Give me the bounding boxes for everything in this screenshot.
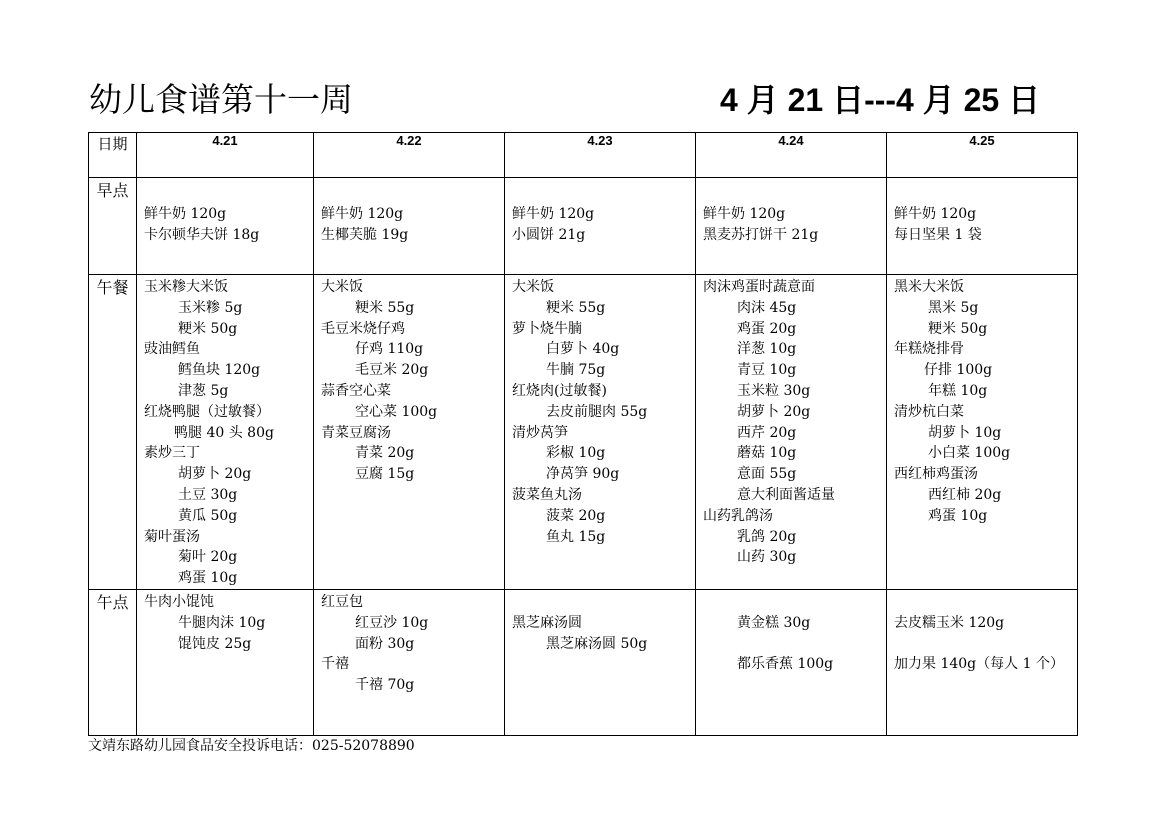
dish-line (703, 592, 886, 613)
dish-line: 鲜牛奶 120g (144, 206, 227, 222)
ingredient-line: 年糕 10g (928, 382, 988, 399)
ingredient-line: 鸡蛋 20g (737, 320, 797, 337)
dish-line: 黑麦苏打饼干 21g (703, 226, 819, 243)
date-header-row (89, 133, 1078, 178)
dish-line: 玉米糁大米饭 (144, 279, 228, 295)
dish-line: 大米饭 (321, 279, 363, 295)
dish-line: 鲜牛奶 120g (703, 206, 786, 222)
ingredient-line: 千禧 70g (355, 677, 415, 694)
dish-line: 清炒杭白菜 (894, 403, 964, 420)
ingredient-line: 菊叶 20g (178, 549, 238, 566)
ingredient-line: 西红柿 20g (928, 486, 1002, 503)
ingredient-line: 土豆 30g (178, 486, 238, 503)
ingredient-line: 鸡蛋 10g (178, 570, 238, 587)
ingredient-line: 黄瓜 50g (178, 507, 238, 524)
dish-line: 鲜牛奶 120g (894, 206, 977, 222)
ingredient-line: 都乐香蕉 100g (737, 656, 834, 673)
dish-line: 小圆饼 21g (512, 226, 586, 243)
dish-line: 菠菜鱼丸汤 (512, 486, 582, 503)
ingredient-line: 西芹 20g (737, 424, 797, 441)
date-column-header: 4.21 (137, 133, 314, 178)
dish-line (894, 592, 1077, 613)
dish-line: 萝卜烧牛腩 (512, 320, 582, 337)
ingredient-line: 鸡蛋 10g (928, 507, 988, 524)
ingredient-line: 乳鸽 20g (737, 528, 797, 545)
dish-line: 素炒三丁 (144, 445, 200, 462)
breakfast-row (89, 178, 1078, 275)
snack-cell (314, 589, 505, 735)
dish-line: 毛豆米烧仔鸡 (321, 320, 405, 337)
ingredient-line: 玉米粒 30g (737, 382, 811, 399)
snack-row-label: 午点 (89, 589, 137, 735)
ingredient-line: 玉米糁 5g (178, 299, 243, 316)
dish-line: 生椰芙脆 19g (321, 226, 409, 243)
ingredient-line: 蘑菇 10g (737, 445, 797, 462)
ingredient-line: 菠菜 20g (546, 507, 606, 524)
ingredient-line: 仔排 100g (924, 362, 993, 379)
ingredient-line: 胡萝卜 20g (178, 466, 252, 483)
snack-row (89, 589, 1078, 735)
ingredient-line: 牛腿肉沫 10g (178, 614, 266, 631)
ingredient-line: 山药 30g (737, 549, 797, 566)
ingredient-line: 馄饨皮 25g (178, 635, 252, 652)
dish-line: 鲜牛奶 120g (512, 206, 595, 222)
dish-line: 山药乳鸽汤 (703, 507, 773, 524)
ingredient-line: 胡萝卜 10g (928, 424, 1002, 441)
breakfast-cell (887, 178, 1078, 275)
snack-cell (505, 589, 696, 735)
ingredient-line: 胡萝卜 20g (737, 403, 811, 420)
ingredient-line: 净莴笋 90g (546, 466, 620, 483)
ingredient-line: 黄金糕 30g (737, 614, 811, 631)
dish-line: 年糕烧排骨 (894, 341, 964, 358)
ingredient-line: 鳕鱼块 120g (178, 362, 261, 379)
breakfast-row-label: 早点 (89, 178, 137, 275)
lunch-cell (887, 275, 1078, 590)
breakfast-cell (137, 178, 314, 275)
dish-line: 菊叶蛋汤 (144, 528, 200, 545)
ingredient-line: 面粉 30g (355, 635, 415, 652)
breakfast-cell (314, 178, 505, 275)
ingredient-line: 彩椒 10g (546, 445, 606, 462)
dish-line: 鲜牛奶 120g (321, 206, 404, 222)
snack-cell (696, 589, 887, 735)
dish-line: 卡尔顿华夫饼 18g (144, 226, 260, 243)
dish-line: 去皮糯玉米 120g (894, 614, 1005, 631)
ingredient-line: 黑芝麻汤圆 50g (546, 635, 648, 652)
dish-line: 加力果 140g（每人 1 个） (894, 656, 1064, 673)
lunch-row (89, 275, 1078, 590)
dish-line: 蒜香空心菜 (321, 382, 391, 399)
weekly-menu-table (88, 132, 1078, 736)
ingredient-line: 牛腩 75g (546, 362, 606, 379)
dish-line: 每日坚果 1 袋 (894, 226, 982, 243)
lunch-cell (505, 275, 696, 590)
dish-line: 清炒莴笋 (512, 424, 568, 441)
lunch-row-label: 午餐 (89, 275, 137, 590)
date-column-header: 4.22 (314, 133, 505, 178)
dish-line: 大米饭 (512, 279, 554, 295)
ingredient-line: 鱼丸 15g (546, 528, 606, 545)
ingredient-line: 小白菜 100g (928, 445, 1011, 462)
ingredient-line: 黑米 5g (928, 299, 979, 316)
ingredient-line: 粳米 55g (355, 299, 415, 316)
dish-line: 红豆包 (321, 593, 363, 610)
ingredient-line: 肉沫 45g (737, 299, 797, 316)
ingredient-line: 去皮前腿肉 55g (546, 403, 648, 420)
dish-line: 肉沫鸡蛋时蔬意面 (703, 279, 815, 295)
dish-line: 西红柿鸡蛋汤 (894, 466, 978, 483)
dish-line: 牛肉小馄饨 (144, 593, 214, 610)
ingredient-line: 津葱 5g (178, 382, 229, 399)
dish-line: 黑米大米饭 (894, 279, 964, 295)
ingredient-line: 鸭腿 40 头 80g (174, 424, 274, 441)
complaint-phone-line: 文靖东路幼儿园食品安全投诉电话：025-52078890 (88, 738, 415, 754)
ingredient-line: 空心菜 100g (355, 403, 438, 420)
ingredient-line: 洋葱 10g (737, 341, 797, 358)
ingredient-line: 粳米 50g (178, 320, 238, 337)
date-header-label: 日期 (89, 133, 137, 178)
ingredient-line: 意面 55g (737, 466, 797, 483)
breakfast-cell (696, 178, 887, 275)
breakfast-cell (505, 178, 696, 275)
snack-cell (137, 589, 314, 735)
date-column-header: 4.23 (505, 133, 696, 178)
ingredient-line: 意大利面酱适量 (737, 486, 835, 503)
menu-title: 幼儿食谱第十一周 (89, 80, 353, 119)
lunch-cell (137, 275, 314, 590)
dish-line: 红烧肉(过敏餐) (512, 382, 607, 399)
ingredient-line: 红豆沙 10g (355, 614, 429, 631)
dish-line: 豉油鳕鱼 (144, 341, 200, 358)
lunch-cell (314, 275, 505, 590)
dish-line (703, 634, 886, 655)
dish-line (512, 592, 695, 613)
ingredient-line: 豆腐 15g (355, 466, 415, 483)
date-column-header: 4.24 (696, 133, 887, 178)
ingredient-line: 青豆 10g (737, 362, 797, 379)
dish-line: 青菜豆腐汤 (321, 424, 391, 441)
date-column-header: 4.25 (887, 133, 1078, 178)
dish-line: 黑芝麻汤圆 (512, 614, 582, 631)
dish-line: 红烧鸭腿（过敏餐） (144, 403, 270, 420)
ingredient-line: 粳米 55g (546, 299, 606, 316)
date-range: 4 月 21 日---4 月 25 日 (720, 82, 1041, 118)
ingredient-line: 毛豆米 20g (355, 362, 429, 379)
dish-line (894, 634, 1077, 655)
ingredient-line: 白萝卜 40g (546, 341, 620, 358)
ingredient-line: 仔鸡 110g (355, 341, 424, 358)
dish-line: 千禧 (321, 656, 349, 673)
snack-cell (887, 589, 1078, 735)
ingredient-line: 青菜 20g (355, 445, 415, 462)
ingredient-line: 粳米 50g (928, 320, 988, 337)
lunch-cell (696, 275, 887, 590)
